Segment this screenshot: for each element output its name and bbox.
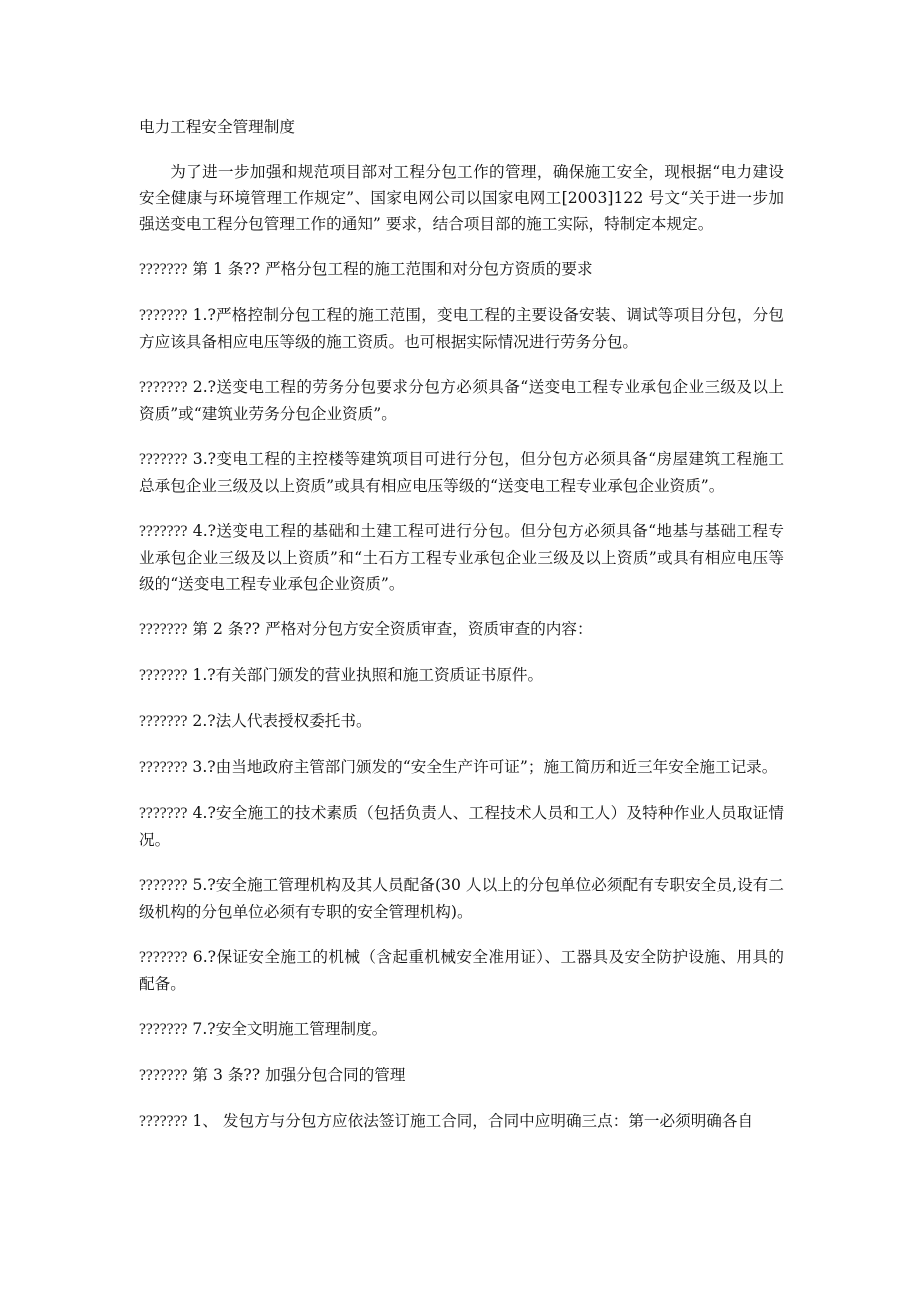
document-body <box>139 114 784 1154</box>
paragraph-article-2-item-2 <box>139 708 784 735</box>
paragraph-article-2-item-1 <box>139 662 784 689</box>
paragraph-text: 5.?安全施工管理机构及其人员配备(30 人以上的分包单位必须配有专职安全员,设有二级机构的分包单位必须有专职的安全管理机构)。 <box>139 876 784 921</box>
paragraph-text: 第 2 条?? 严格对分包方安全资质审查，资质审查的内容： <box>187 620 593 638</box>
paragraph-article-2-item-4 <box>139 800 784 853</box>
paragraph-marker: ??????? <box>139 523 188 540</box>
paragraph-article-1-item-3 <box>139 446 784 499</box>
paragraph-article-1-item-4 <box>139 518 784 597</box>
paragraph-marker: ??????? <box>139 1067 188 1084</box>
paragraph-article-2-item-3 <box>139 754 784 781</box>
paragraph-text: 3.?变电工程的主控楼等建筑项目可进行分包，但分包方必须具备“房屋建筑工程施工总承包企业三级及以上资质”或具有相应电压等级的“送变电工程专业承包企业资质”。 <box>139 450 784 495</box>
paragraph-text: 1、 发包方与分包方应依法签订施工合同，合同中应明确三点：第一必须明确各自 <box>187 1112 754 1130</box>
paragraph-marker: ??????? <box>139 949 188 966</box>
paragraph-text: 1.?严格控制分包工程的施工范围，变电工程的主要设备安装、调试等项目分包，分包方应该具备相应电压等级的施工资质。也可根据实际情况进行劳务分包。 <box>139 306 784 351</box>
paragraph-text: 4.?送变电工程的基础和土建工程可进行分包。但分包方必须具备“地基与基础工程专业承包企业三级及以上资质”和“土石方工程专业承包企业三级及以上资质”或具有相应电压等级的“送变电工程专业承包企业资质”。 <box>139 522 784 593</box>
paragraph-marker: ??????? <box>139 713 188 730</box>
paragraph-article-2-item-6 <box>139 944 784 997</box>
paragraph-text: 2.?法人代表授权委托书。 <box>187 712 372 730</box>
paragraph-marker: ??????? <box>139 621 188 638</box>
paragraph-marker: ??????? <box>139 667 188 684</box>
paragraph-text: 第 1 条?? 严格分包工程的施工范围和对分包方资质的要求 <box>187 260 593 278</box>
paragraph-text: 3.?由当地政府主管部门颁发的“安全生产许可证”；施工简历和近三年安全施工记录。 <box>187 758 778 776</box>
paragraph-marker: ??????? <box>139 1113 188 1130</box>
paragraph-article-3-heading <box>139 1062 784 1089</box>
paragraph-text: 1.?有关部门颁发的营业执照和施工资质证书原件。 <box>187 666 544 684</box>
paragraph-marker: ??????? <box>139 877 188 894</box>
paragraph-intro <box>139 159 784 237</box>
paragraph-article-2-item-5 <box>139 872 784 925</box>
paragraph-marker: ??????? <box>139 307 188 324</box>
paragraph-text: 第 3 条?? 加强分包合同的管理 <box>187 1066 406 1084</box>
paragraph-text: 4.?安全施工的技术素质（包括负责人、工程技术人员和工人）及特种作业人员取证情况。 <box>139 804 784 849</box>
paragraph-text: 7.?安全文明施工管理制度。 <box>187 1020 388 1038</box>
paragraph-article-1-item-1 <box>139 302 784 355</box>
paragraph-text: 6.?保证安全施工的机械（含起重机械安全准用证）、工器具及安全防护设施、用具的配备。 <box>139 948 784 993</box>
paragraph-text: 2.?送变电工程的劳务分包要求分包方必须具备“送变电工程专业承包企业三级及以上资质”或“建筑业劳务分包企业资质”。 <box>139 378 784 423</box>
document-title: 电力工程安全管理制度 <box>139 118 295 136</box>
paragraph-article-3-item-1 <box>139 1108 784 1135</box>
paragraph-marker: ??????? <box>139 261 188 278</box>
paragraph-marker: ??????? <box>139 451 188 468</box>
paragraph-article-2-item-7 <box>139 1016 784 1043</box>
paragraph-marker: ??????? <box>139 805 188 822</box>
paragraph-marker: ??????? <box>139 1021 188 1038</box>
paragraph-article-1-heading <box>139 256 784 283</box>
paragraph-marker: ??????? <box>139 379 188 396</box>
paragraph-text: 为了进一步加强和规范项目部对工程分包工作的管理，确保施工安全，现根据“电力建设安全健康与环境管理工作规定”、国家电网公司以国家电网工[2003]122 号文“关于进一步加强送变电工程分包管理工作的通知” 要求，结合项目部的施工实际，特制定本规定。 <box>139 163 784 233</box>
paragraph-marker: ??????? <box>139 759 188 776</box>
paragraph-article-1-item-2 <box>139 374 784 427</box>
paragraph-article-2-heading <box>139 616 784 643</box>
